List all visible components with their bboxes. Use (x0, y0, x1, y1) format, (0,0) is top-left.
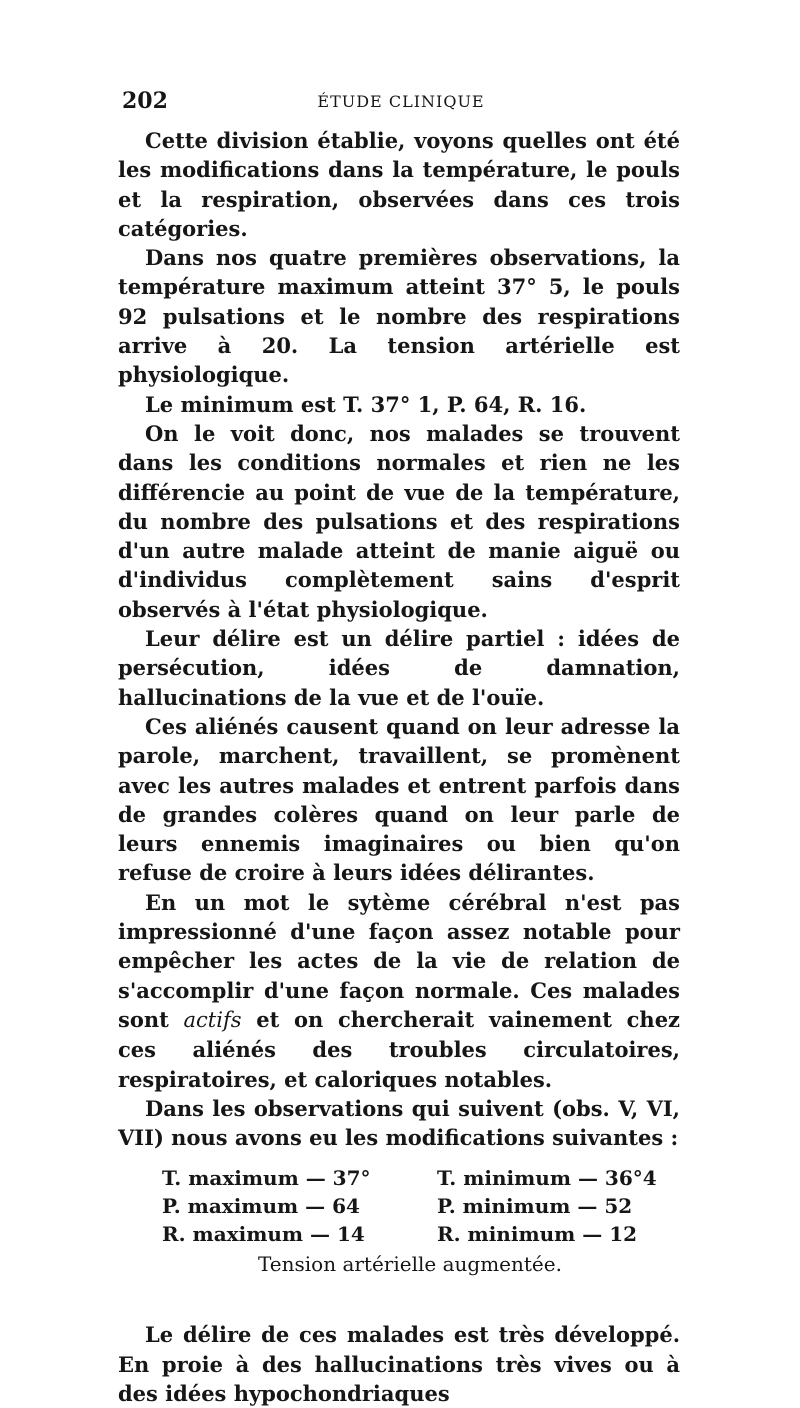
respiration-minimum: R. minimum — 12 (437, 1222, 638, 1247)
emphasis-actifs: actifs (183, 1007, 242, 1032)
vitals-row-respiration (118, 1220, 680, 1248)
paragraph-first-observations: Dans nos quatre premières observations, la température maximum atteint 37° 5, le pouls 92 pulsations et le nombre des respirations arrive à 20. La tension artérielle est physiologique. (118, 245, 680, 388)
temperature-maximum: T. maximum — 37° (162, 1166, 371, 1191)
body-text (118, 126, 680, 1408)
vitals-row-temperature (118, 1164, 680, 1192)
paragraph-cerebral-system-start: En un mot le sytème cérébral n'est pas impressionné d'une façon assez notable pour empêcher les actes de la vie de relation de s'accomplir d'une façon normale. Ces malades sont (118, 889, 680, 1032)
paragraph-division: Cette division établie, voyons quelles ont été les modifications dans la température, le pouls et la respiration, observées dans ces trois catégories. (118, 128, 680, 241)
paragraph-closing: Le délire de ces malades est très développé. En proie à des hallucinations très vives ou à des idées hypochondriaques (118, 1322, 680, 1406)
temperature-minimum: T. minimum — 36°4 (437, 1166, 657, 1191)
pulse-maximum: P. maximum — 64 (162, 1194, 360, 1219)
paragraph-cerebral-system (118, 888, 680, 1094)
paragraph-normal-conditions: On le voit donc, nos malades se trouvent dans les conditions normales et rien ne les différencie au point de vue de la température, du nombre des pulsations et des respirations d'un autre malade atteint de manie aiguë ou d'individus complètement sains d'esprit observés à l'état physiologique. (118, 420, 680, 622)
page-header (122, 88, 680, 118)
paragraph-cerebral-system-end: et on chercherait vainement chez ces aliénés des troubles circulatoires, respiratoires, et caloriques notables. (118, 1006, 680, 1092)
running-title: ÉTUDE CLINIQUE (317, 92, 485, 111)
paragraph-minimum: Le minimum est T. 37° 1, P. 64, R. 16. (145, 391, 587, 417)
paragraph-following-observations: Dans les observations qui suivent (obs. V, VI, VII) nous avons eu les modifications suivantes : (118, 1095, 680, 1151)
paragraph-behaviour: Ces aliénés causent quand on leur adresse la parole, marchent, travaillent, se promènent avec les autres malades et entrent parfois dans de grandes colères quand on leur parle de leurs ennemis imaginaires ou bien qu'on refuse de croire à leurs idées délirantes. (118, 713, 680, 886)
paragraph-partial-delirium: Leur délire est un délire partiel : idées de persécution, idées de damnation, hallucinations de la vue et de l'ouïe. (118, 626, 680, 710)
page-number: 202 (122, 88, 168, 114)
pulse-minimum: P. minimum — 52 (437, 1194, 633, 1219)
vitals-row-pulse (118, 1192, 680, 1220)
vitals-table (118, 1164, 680, 1278)
respiration-maximum: R. maximum — 14 (162, 1222, 365, 1247)
blood-pressure-note: Tension artérielle augmentée. (258, 1252, 562, 1277)
